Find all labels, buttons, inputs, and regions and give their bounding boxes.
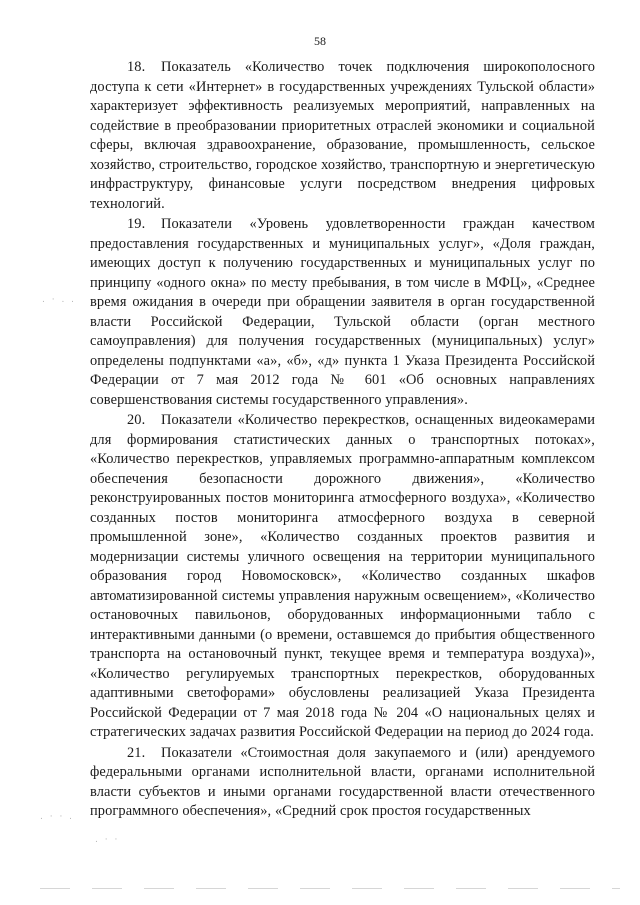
paragraph-19 — [90, 215, 595, 410]
paragraph-number: 21. — [127, 744, 146, 761]
paragraph-number: 19. — [127, 216, 146, 232]
scan-edge-artifact — [40, 888, 620, 889]
paragraph-21 — [90, 744, 595, 822]
paragraph-text: Показатели «Уровень удовлетворенности граждан качеством предоставления государственных и муниципальных услуг», «Доля граждан, имеющих доступ к получению государственных и муниципальных услуг по принципу «одного окна» по месту пребывания, в том числе в МФЦ», «Среднее время ожидания в очереди при обращении заявителя в орган государственной власти Российской Федерации, Тульской области (орган местного самоуправления) для получения государственных (муниципальных) услуг» определены подпунктами «а», «б», «д» пункта 1 Указа Президента Российской Федерации от 7 мая 2012 года № 601 «Об основных направлениях совершенствования системы государственного управления». — [90, 216, 595, 408]
scan-artifact: . · . . — [42, 295, 77, 305]
paragraph-text: Показатель «Количество точек подключения широкополосного доступа к сети «Интернет» в государственных учреждениях Тульской области» характеризует эффективность реализуемых мероприятий, направленных на содействие в преобразовании приоритетных отраслей экономики и социальной сферы, включая здравоохранение, образование, промышленность, сельское хозяйство, строительство, городское хозяйство, транспортную и энергетическую инфраструктуру, финансовые услуги посредством внедрения цифровых технологий. — [90, 59, 595, 212]
paragraph-text: Показатели «Стоимостная доля закупаемого и (или) арендуемого федеральными органами исполнительной власти, органами исполнительной власти субъектов и иными органами государственной власти отечественного программного обеспечения», «Средний срок простоя государственных — [90, 744, 595, 819]
scan-artifact: . · · — [95, 835, 120, 845]
paragraph-number: 20. — [127, 412, 146, 428]
paragraph-20 — [90, 411, 595, 743]
paragraph-text: Показатели «Количество перекрестков, оснащенных видеокамерами для формирования статистических данных о транспортных потоках», «Количество перекрестков, управляемых программно-аппаратным комплексом обеспечения безопасности дорожного движения», «Количество реконструированных постов мониторинга атмосферного воздуха», «Количество созданных постов мониторинга атмосферного воздуха в северной промышленной зоне», «Количество созданных проектов развития и модернизации системы уличного освещения на территории муниципального образования город Новомосковск», «Количество созданных шкафов автоматизированной системы управления наружным освещением», «Количество остановочных павильонов, оборудованных информационными табло с интерактивными данными (о времени, оставшемся до прибытия общественного транспорта на остановочный пункт, текущее время и температура воздуха)», «Количество регулируемых транспортных перекрестков, оборудованных адаптивными светофорами» обусловлены реализацией Указа Президента Российской Федерации от 7 мая 2018 года № 204 «О национальных целях и стратегических задачах развития Российской Федерации на период до 2024 года. — [90, 412, 595, 740]
scan-artifact: . · · . — [40, 812, 75, 822]
paragraph-18 — [90, 58, 595, 214]
page-number: 58 — [314, 34, 326, 48]
document-body — [90, 58, 595, 822]
paragraph-number: 18. — [127, 59, 146, 75]
